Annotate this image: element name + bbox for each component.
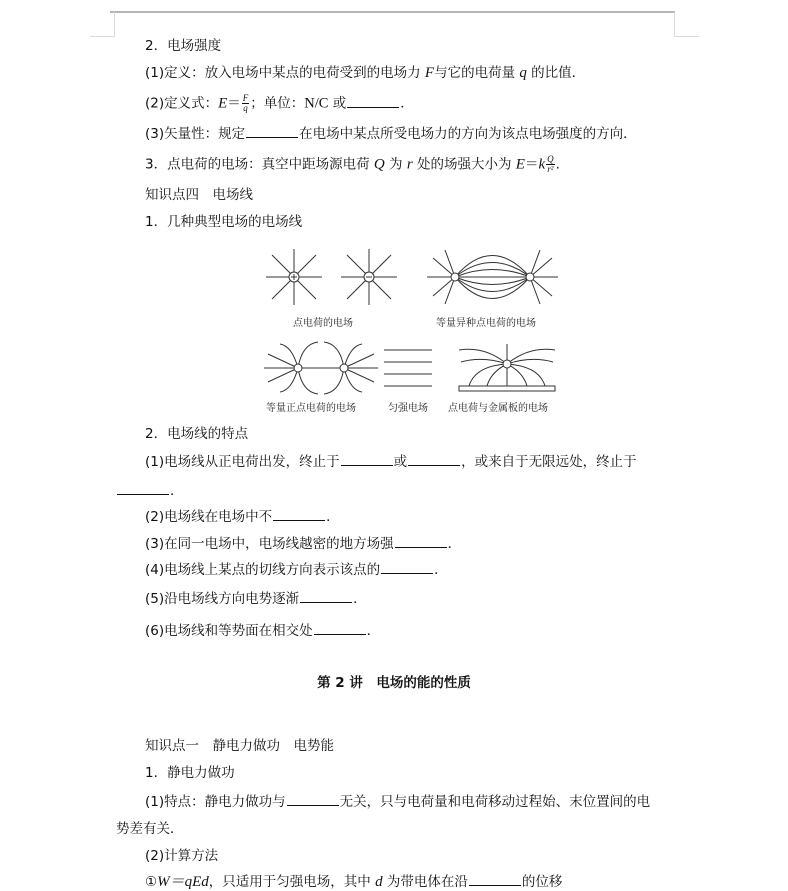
answer-blank[interactable]	[246, 125, 298, 138]
feature-6	[145, 622, 380, 640]
answer-blank[interactable]	[341, 453, 393, 466]
caption-uniform-field: 匀强电场	[388, 403, 428, 414]
answer-blank[interactable]	[469, 873, 521, 886]
text: 的位移	[521, 874, 563, 890]
calculation-method: (2)计算方法	[145, 848, 219, 864]
point-charge-field-line	[145, 155, 560, 174]
text: (2)电场线在电场中不	[145, 509, 273, 525]
text: (4)电场线上某点的切线方向表示该点的	[145, 562, 381, 578]
var-r: r	[406, 156, 413, 173]
text: (1)定义：放入电场中某点的电荷受到的电场力	[145, 65, 425, 81]
denominator: r²	[547, 164, 554, 174]
subheading-electrostatic-work: 1．静电力做功	[145, 765, 235, 781]
page-top-border	[110, 11, 675, 13]
var-E: E	[218, 95, 228, 112]
feature-4	[145, 561, 448, 579]
figure-opposite-charges	[425, 246, 560, 308]
text: 的比值．	[526, 65, 586, 81]
text: ．	[400, 95, 414, 112]
work-feature-continued: 势差有关．	[116, 821, 184, 837]
answer-blank[interactable]	[347, 95, 399, 108]
text: ．	[447, 536, 462, 552]
answer-blank[interactable]	[408, 453, 460, 466]
text: 在电场中某点所受电场力的方向为该点电场强度的方向．	[299, 126, 637, 142]
var-d: d	[375, 874, 383, 890]
answer-blank[interactable]	[287, 793, 339, 806]
text: ．	[353, 591, 367, 607]
feature-1	[145, 453, 637, 471]
formula: W＝qEd	[157, 874, 209, 890]
text: ．	[434, 562, 448, 578]
var-Q: Q	[373, 156, 385, 173]
caption-like-charges: 等量正点电荷的电场	[266, 403, 356, 414]
answer-blank[interactable]	[395, 535, 447, 548]
answer-blank[interactable]	[273, 508, 325, 521]
feature-3	[145, 535, 461, 553]
text: 无关，只与电荷量和电荷移动过程始、末位置间的电	[339, 794, 651, 810]
numerator: Q	[547, 154, 554, 164]
figure-uniform-field	[382, 346, 434, 390]
text: ．	[366, 623, 381, 639]
heading-knowledge-4: 知识点四 电场线	[145, 187, 253, 203]
denominator: q	[243, 103, 248, 113]
figure-charge-and-plate	[455, 342, 560, 394]
text: (6)电场线和等势面在相交处	[145, 623, 313, 639]
vector-line	[145, 125, 637, 143]
var-F: F	[424, 65, 435, 81]
equals: ＝	[524, 156, 539, 173]
caption-opposite-charges: 等量异种点电荷的电场	[436, 318, 536, 329]
lecture-title: 第 2 讲 电场的能的性质	[317, 675, 471, 691]
text: (5)沿电场线方向电势逐渐	[145, 591, 300, 607]
feature-5	[145, 590, 367, 608]
fraction-Q-over-r2	[546, 155, 555, 174]
feature-1-continued	[116, 482, 184, 500]
text: .	[555, 156, 560, 173]
figure-point-charges	[262, 246, 407, 308]
text: (1)电场线从正电荷出发，终止于	[145, 454, 340, 470]
negative-charge-diagram	[341, 249, 397, 305]
answer-blank[interactable]	[117, 482, 169, 495]
text: (1)特点：静电力做功与	[145, 794, 286, 810]
var-k: k	[538, 156, 546, 173]
numerator: F	[242, 93, 249, 103]
definition-line	[145, 64, 585, 82]
text: (2)定义式：	[145, 95, 219, 112]
text: ；单位：	[250, 95, 305, 112]
text: 或	[393, 454, 408, 470]
feature-2	[145, 508, 340, 526]
figure-like-charges	[262, 340, 380, 396]
page-corner-mark-left	[90, 12, 115, 37]
var-E: E	[515, 156, 525, 173]
heading-knowledge-1: 知识点一 静电力做功 电势能	[145, 738, 334, 754]
page-corner-mark-right	[674, 12, 699, 37]
caption-point-charge: 点电荷的电场	[293, 318, 353, 329]
text: (3)矢量性：规定	[145, 126, 246, 142]
text: 为	[384, 156, 407, 173]
text: 3．点电荷的电场：真空中距场源电荷	[145, 156, 374, 173]
fraction-F-over-q	[242, 94, 250, 113]
text: 或	[328, 95, 347, 112]
subheading-field-line-features: 2．电场线的特点	[145, 426, 249, 442]
var-q: q	[519, 65, 527, 81]
text: 与它的电荷量	[434, 65, 520, 81]
text: 处的场强大小为	[412, 156, 516, 173]
unit: N/C	[304, 95, 329, 112]
text: ①	[145, 874, 158, 890]
text: (3)在同一电场中，电场线越密的地方场强	[145, 536, 394, 552]
subheading-typical-fields: 1．几种典型电场的电场线	[145, 214, 303, 230]
text: ，只适用于匀强电场，其中	[208, 874, 376, 890]
answer-blank[interactable]	[381, 561, 433, 574]
text: ．	[326, 509, 340, 525]
answer-blank[interactable]	[300, 590, 352, 603]
caption-charge-plate: 点电荷与金属板的电场	[448, 403, 548, 414]
positive-charge-diagram	[266, 249, 322, 305]
answer-blank[interactable]	[314, 622, 366, 635]
equals: ＝	[227, 95, 241, 112]
text: ．	[170, 483, 184, 499]
work-feature-line	[145, 793, 650, 811]
text: 为带电体在沿	[382, 874, 468, 890]
calculation-method-1	[145, 873, 562, 891]
heading-field-strength: 2．电场强度	[145, 38, 222, 54]
text: ，或来自于无限远处，终止于	[461, 454, 637, 470]
formula-line	[145, 94, 414, 113]
